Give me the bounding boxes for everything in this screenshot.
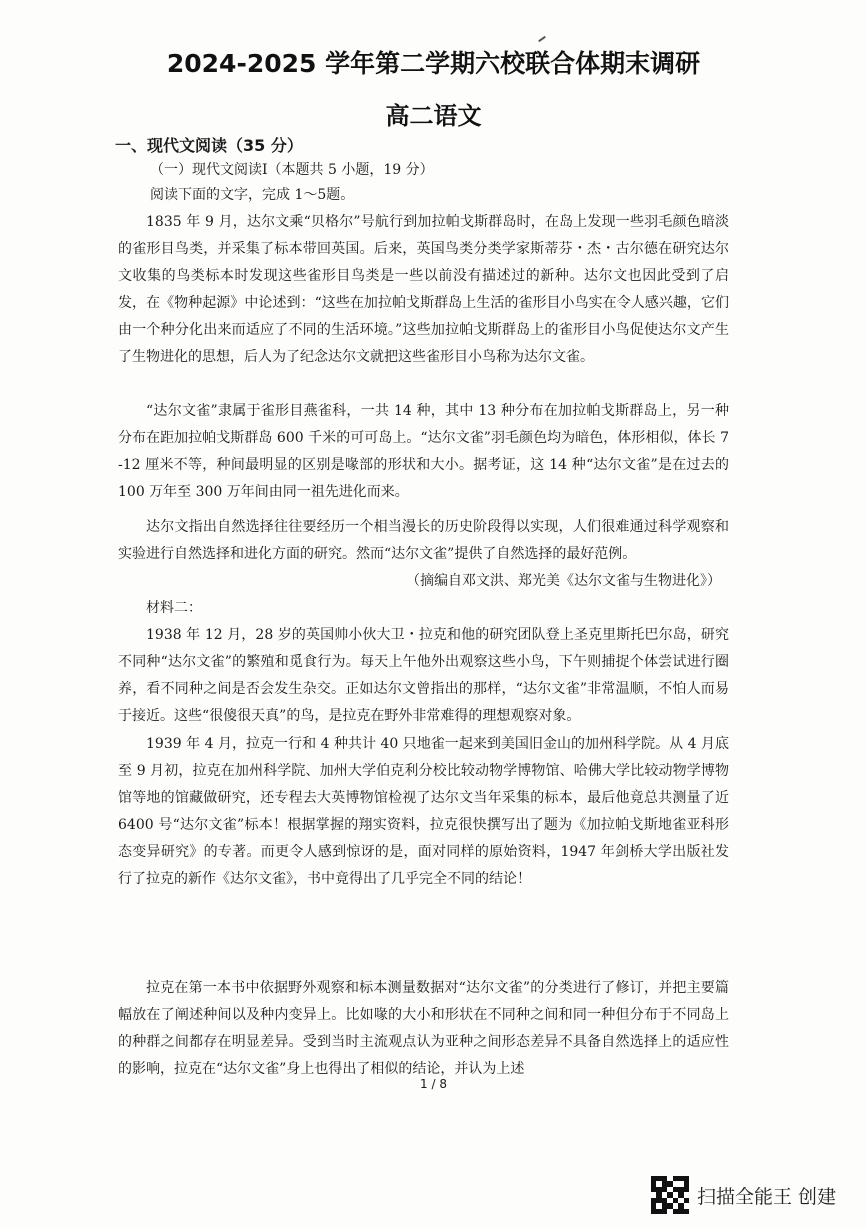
reading-instruction: 阅读下面的文字，完成 1～5题。 (150, 187, 355, 203)
material2-paragraph-2: 1939 年 4 月，拉克一行和 4 种共计 40 只地雀一起来到美国旧金山的加州科学院。从 4 月底至 9 月初，拉克在加州科学院、加州大学伯克利分校比较动物学博物馆、哈佛大学比较动物学博物馆等地的馆藏做研究，还专程去大英博物馆检视了达尔文当年采集的标本，最后他竟总共测量了近 6400 号“达尔文雀”标本！根据掌握的翔实资料，拉克很快撰写出了题为《加拉帕戈斯地雀亚科形态变异研究》的专著。而更令人感到惊讶的是，面对同样的原始资料，1947 年剑桥大学出版社发行了拉克的新作《达尔文雀》，书中竟得出了几乎完全不同的结论！ (118, 736, 729, 887)
exam-title: 2024-2025 学年第二学期六校联合体期末调研 (166, 49, 701, 78)
material1-paragraph-3: 达尔文指出自然选择往往要经历一个相当漫长的历史阶段得以实现，人们很难通过科学观察和实验进行自然选择和进化方面的研究。然而“达尔文雀”提供了自然选择的最好范例。 (118, 519, 729, 562)
material1-paragraph-2: “达尔文雀”隶属于雀形目燕雀科，一共 14 种，其中 13 种分布在加拉帕戈斯群岛上，另一种分布在距加拉帕戈斯群岛 600 千米的可可岛上。“达尔文雀”羽毛颜色均为暗色，体形相似，体长 7-12 厘米不等，种间最明显的区别是喙部的形状和大小。据考证，这 14 种“达尔文雀”是在过去的 100 万年至 300 万年间由同一祖先进化而来。 (118, 403, 729, 500)
material2-paragraph-1: 1938 年 12 月，28 岁的英国帅小伙大卫・拉克和他的研究团队登上圣克里斯托巴尔岛，研究不同种“达尔文雀”的繁殖和觅食行为。每天上午他外出观察这些小鸟，下午则捕捉个体尝试进行圈养，看不同种之间是否会发生杂交。正如达尔文曾指出的那样，“达尔文雀”非常温顺，不怕人而易于接近。这些“很傻很天真”的鸟，是拉克在野外非常难得的理想观察对象。 (118, 627, 729, 724)
scanner-watermark (651, 1175, 836, 1215)
material1-source: （摘编自邓文洪、郑光美《达尔文雀与生物进化》） (406, 573, 721, 589)
scanner-label: 扫描全能王 创建 (697, 1185, 837, 1208)
material2-label: 材料二： (146, 600, 202, 616)
qr-code-icon (651, 1176, 689, 1214)
pen-mark (538, 36, 546, 42)
subject-title: 高二语文 (385, 102, 482, 130)
section-subheading: （一）现代文阅读Ⅰ（本题共 5 小题，19 分） (150, 162, 434, 178)
page-number: 1 / 8 (420, 1077, 447, 1091)
material2-paragraph-3: 拉克在第一本书中依据野外观察和标本测量数据对“达尔文雀”的分类进行了修订，并把主要篇幅放在了阐述种间以及种内变异上。比如喙的大小和形状在不同种之间和同一种但分布于不同岛上的种群之间都存在明显差异。受到当时主流观点认为亚种之间形态差异不具备自然选择上的适应性的影响，拉克在“达尔文雀”身上也得出了相似的结论，并认为上述 (118, 980, 729, 1077)
material1-paragraph-1: 1835 年 9 月，达尔文乘“贝格尔”号航行到加拉帕戈斯群岛时，在岛上发现一些羽毛颜色暗淡的雀形目鸟类，并采集了标本带回英国。后来，英国鸟类分类学家斯蒂芬・杰・古尔德在研究达尔文收集的鸟类标本时发现这些雀形目鸟类是一些以前没有描述过的新种。达尔文也因此受到了启发，在《物种起源》中论述到：“这些在加拉帕戈斯群岛上生活的雀形目小鸟实在令人感兴趣，它们由一个种分化出来而适应了不同的生活环境。”这些加拉帕戈斯群岛上的雀形目小鸟促使达尔文产生了生物进化的思想，后人为了纪念达尔文就把这些雀形目小鸟称为达尔文雀。 (118, 214, 729, 365)
section-heading: 一、现代文阅读（35 分） (115, 136, 303, 155)
